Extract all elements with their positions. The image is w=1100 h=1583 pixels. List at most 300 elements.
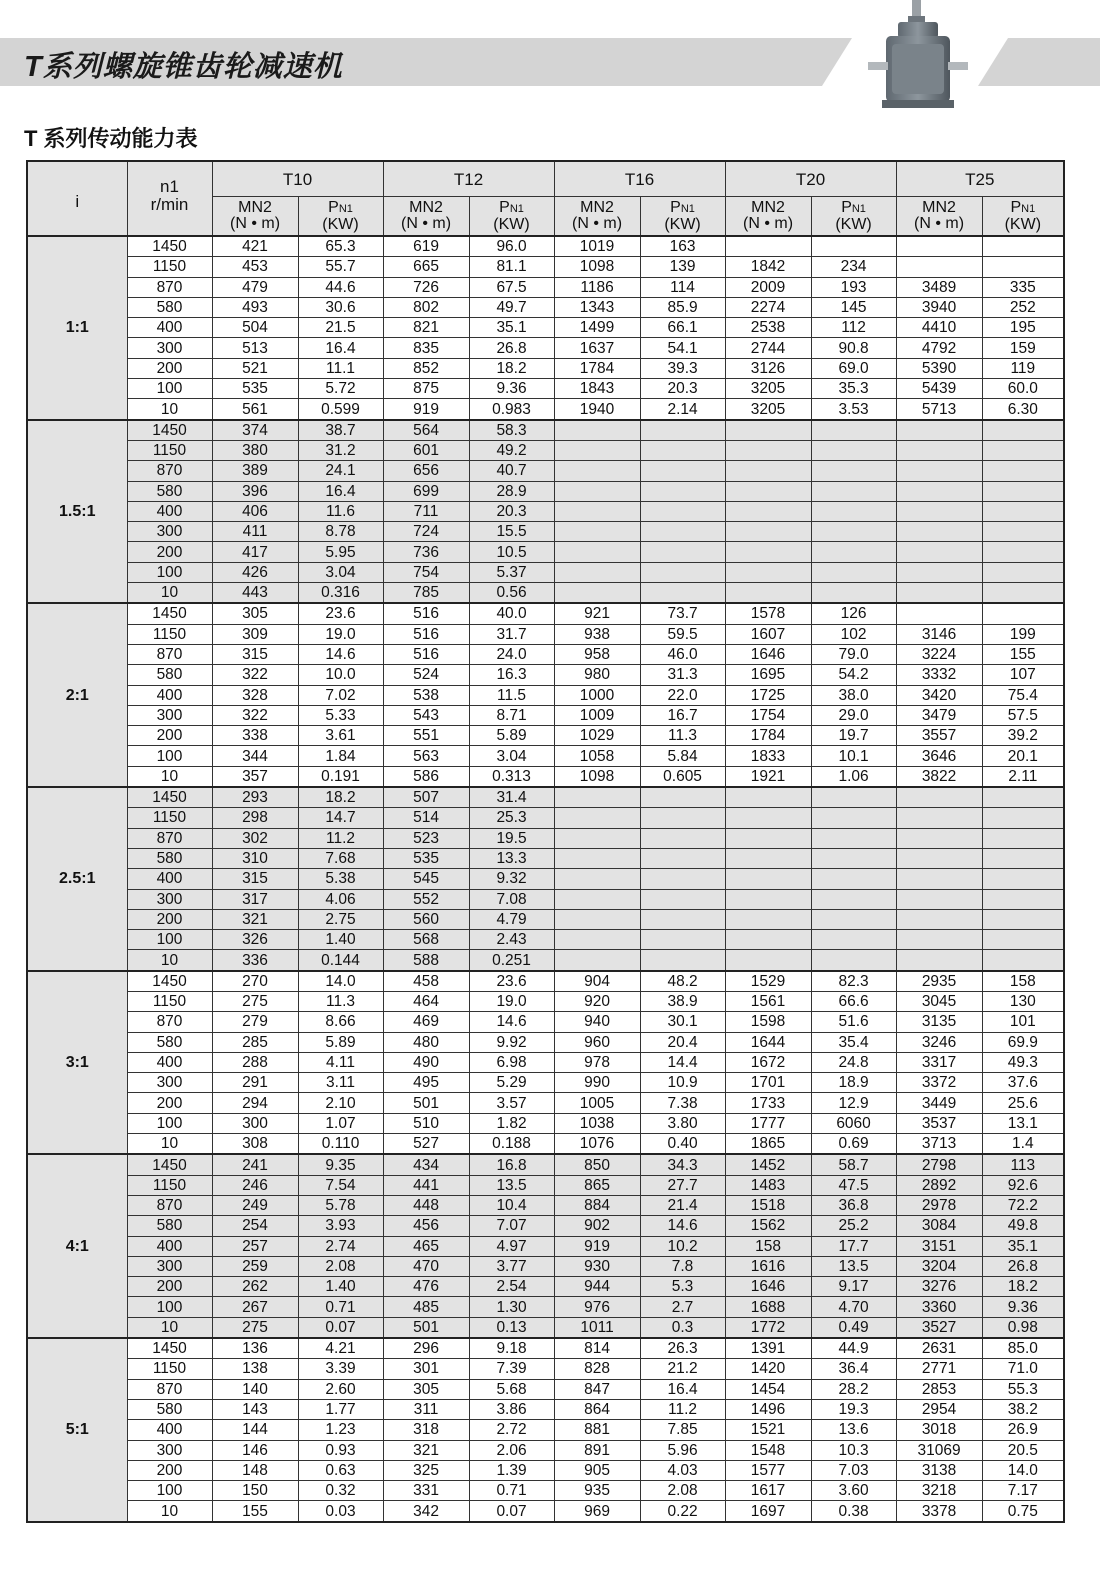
speed-cell: 870 [127, 1012, 212, 1032]
value-cell [896, 542, 982, 562]
value-cell: 1029 [554, 726, 640, 746]
value-cell: 2935 [896, 971, 982, 992]
value-cell: 146 [212, 1440, 298, 1460]
value-cell [982, 257, 1064, 277]
value-cell: 3018 [896, 1420, 982, 1440]
value-cell: 19.3 [811, 1399, 896, 1419]
speed-cell: 580 [127, 1032, 212, 1052]
value-cell: 328 [212, 685, 298, 705]
value-cell: 5.89 [298, 1032, 383, 1052]
speed-cell: 580 [127, 1399, 212, 1419]
value-cell: 1420 [725, 1359, 811, 1379]
header-n1-unit: r/min [150, 195, 189, 214]
table-row [27, 1216, 1064, 1236]
value-cell: 2744 [725, 338, 811, 358]
speed-cell: 10 [127, 1501, 212, 1522]
value-cell: 7.17 [982, 1481, 1064, 1501]
speed-cell: 10 [127, 950, 212, 971]
value-cell: 11.3 [298, 991, 383, 1011]
value-cell [640, 930, 725, 950]
value-cell: 1529 [725, 971, 811, 992]
header-mn2-2 [554, 197, 640, 237]
value-cell: 3713 [896, 1134, 982, 1155]
table-row [27, 991, 1064, 1011]
value-cell: 28.9 [469, 481, 554, 501]
value-cell: 960 [554, 1032, 640, 1052]
value-cell: 0.983 [469, 399, 554, 420]
value-cell: 2631 [896, 1338, 982, 1359]
table-row [27, 1012, 1064, 1032]
value-cell: 2892 [896, 1175, 982, 1195]
value-cell [982, 461, 1064, 481]
value-cell: 23.6 [469, 971, 554, 992]
speed-cell: 200 [127, 358, 212, 378]
value-cell [896, 522, 982, 542]
section-title: T 系列传动能力表 [24, 126, 198, 151]
value-cell: 318 [383, 1420, 469, 1440]
value-cell: 3246 [896, 1032, 982, 1052]
value-cell [896, 481, 982, 501]
value-cell: 14.4 [640, 1052, 725, 1072]
speed-cell: 300 [127, 705, 212, 725]
value-cell: 421 [212, 236, 298, 257]
speed-cell: 1450 [127, 787, 212, 808]
value-cell: 3205 [725, 379, 811, 399]
value-cell: 852 [383, 358, 469, 378]
value-cell: 3317 [896, 1052, 982, 1072]
value-cell: 322 [212, 705, 298, 725]
value-cell: 389 [212, 461, 298, 481]
value-cell [896, 603, 982, 624]
table-row [27, 562, 1064, 582]
value-cell [554, 787, 640, 808]
value-cell: 54.1 [640, 338, 725, 358]
value-cell: 10.9 [640, 1073, 725, 1093]
value-cell: 1548 [725, 1440, 811, 1460]
value-cell [982, 828, 1064, 848]
value-cell: 919 [383, 399, 469, 420]
value-cell: 538 [383, 685, 469, 705]
value-cell: 0.98 [982, 1317, 1064, 1338]
value-cell: 501 [383, 1317, 469, 1338]
speed-cell: 400 [127, 869, 212, 889]
table-row [27, 1317, 1064, 1338]
speed-cell: 400 [127, 318, 212, 338]
ratio-cell: 2.5:1 [27, 787, 127, 971]
value-cell: 3.11 [298, 1073, 383, 1093]
value-cell: 736 [383, 542, 469, 562]
value-cell: 935 [554, 1481, 640, 1501]
speed-cell: 580 [127, 481, 212, 501]
speed-cell: 200 [127, 909, 212, 929]
value-cell: 1098 [554, 766, 640, 787]
value-cell: 21.2 [640, 1359, 725, 1379]
value-cell: 1391 [725, 1338, 811, 1359]
value-cell [896, 909, 982, 929]
value-cell: 19.0 [469, 991, 554, 1011]
header-n1-label: n1 [160, 177, 179, 196]
speed-cell: 580 [127, 1216, 212, 1236]
value-cell: 453 [212, 257, 298, 277]
value-cell: 14.0 [982, 1460, 1064, 1480]
value-cell: 3204 [896, 1256, 982, 1276]
value-cell: 315 [212, 644, 298, 664]
value-cell: 26.8 [469, 338, 554, 358]
value-cell: 1688 [725, 1297, 811, 1317]
table-row [27, 1134, 1064, 1155]
speed-cell: 1150 [127, 1359, 212, 1379]
table-row [27, 1032, 1064, 1052]
value-cell: 262 [212, 1277, 298, 1297]
value-cell: 72.2 [982, 1195, 1064, 1215]
value-cell: 1607 [725, 624, 811, 644]
value-cell [811, 828, 896, 848]
value-cell: 10.5 [469, 542, 554, 562]
value-cell: 3378 [896, 1501, 982, 1522]
value-cell [554, 583, 640, 604]
value-cell [725, 583, 811, 604]
speed-cell: 580 [127, 848, 212, 868]
value-cell: 456 [383, 1216, 469, 1236]
ratio-cell: 3:1 [27, 971, 127, 1155]
value-cell: 85.0 [982, 1338, 1064, 1359]
value-cell: 919 [554, 1236, 640, 1256]
value-cell: 510 [383, 1113, 469, 1133]
value-cell: 1343 [554, 297, 640, 317]
value-cell: 3.04 [469, 746, 554, 766]
value-cell: 18.2 [298, 787, 383, 808]
value-cell: 7.07 [469, 1216, 554, 1236]
pn1-label: P [670, 198, 681, 216]
value-cell: 476 [383, 1277, 469, 1297]
value-cell: 13.3 [469, 848, 554, 868]
value-cell: 3151 [896, 1236, 982, 1256]
ratio-group [27, 1154, 1064, 1338]
value-cell: 535 [212, 379, 298, 399]
table-row [27, 440, 1064, 460]
value-cell [554, 808, 640, 828]
value-cell [640, 869, 725, 889]
value-cell: 18.2 [982, 1277, 1064, 1297]
value-cell: 2798 [896, 1154, 982, 1175]
value-cell: 8.78 [298, 522, 383, 542]
value-cell: 101 [982, 1012, 1064, 1032]
value-cell: 1.84 [298, 746, 383, 766]
value-cell: 2.7 [640, 1297, 725, 1317]
value-cell: 342 [383, 1501, 469, 1522]
value-cell: 802 [383, 297, 469, 317]
pn1-subscript: N1 [509, 202, 524, 215]
table-row [27, 705, 1064, 725]
value-cell [554, 481, 640, 501]
value-cell: 875 [383, 379, 469, 399]
value-cell: 20.1 [982, 746, 1064, 766]
value-cell: 35.3 [811, 379, 896, 399]
value-cell: 891 [554, 1440, 640, 1460]
value-cell: 25.3 [469, 808, 554, 828]
value-cell: 3138 [896, 1460, 982, 1480]
value-cell: 601 [383, 440, 469, 460]
value-cell: 114 [640, 277, 725, 297]
value-cell [811, 869, 896, 889]
value-cell: 322 [212, 665, 298, 685]
header-mn2-1 [383, 197, 469, 237]
value-cell: 380 [212, 440, 298, 460]
value-cell: 495 [383, 1073, 469, 1093]
value-cell: 308 [212, 1134, 298, 1155]
value-cell: 4.70 [811, 1297, 896, 1317]
value-cell: 865 [554, 1175, 640, 1195]
value-cell: 501 [383, 1093, 469, 1113]
value-cell [811, 542, 896, 562]
value-cell: 1058 [554, 746, 640, 766]
value-cell [811, 848, 896, 868]
speed-cell: 300 [127, 889, 212, 909]
value-cell: 516 [383, 624, 469, 644]
value-cell [982, 930, 1064, 950]
value-cell [725, 481, 811, 501]
value-cell: 35.1 [469, 318, 554, 338]
table-row [27, 1093, 1064, 1113]
value-cell [896, 787, 982, 808]
value-cell: 27.7 [640, 1175, 725, 1195]
value-cell: 1.39 [469, 1460, 554, 1480]
value-cell [725, 542, 811, 562]
value-cell [896, 828, 982, 848]
table-row [27, 1338, 1064, 1359]
value-cell: 507 [383, 787, 469, 808]
value-cell [811, 236, 896, 257]
value-cell: 619 [383, 236, 469, 257]
speed-cell: 1450 [127, 236, 212, 257]
value-cell: 338 [212, 726, 298, 746]
value-cell: 1672 [725, 1052, 811, 1072]
value-cell: 2274 [725, 297, 811, 317]
table-row [27, 1379, 1064, 1399]
value-cell: 1.23 [298, 1420, 383, 1440]
table-row [27, 603, 1064, 624]
value-cell: 1499 [554, 318, 640, 338]
value-cell: 1921 [725, 766, 811, 787]
value-cell: 0.599 [298, 399, 383, 420]
value-cell: 2.72 [469, 1420, 554, 1440]
value-cell: 1.07 [298, 1113, 383, 1133]
value-cell: 493 [212, 297, 298, 317]
value-cell [982, 909, 1064, 929]
ratio-group [27, 420, 1064, 604]
value-cell [811, 787, 896, 808]
value-cell: 148 [212, 1460, 298, 1480]
value-cell [640, 808, 725, 828]
table-row [27, 318, 1064, 338]
header-model-t16: T16 [554, 161, 725, 197]
value-cell: 568 [383, 930, 469, 950]
value-cell [982, 440, 1064, 460]
value-cell [640, 848, 725, 868]
value-cell: 480 [383, 1032, 469, 1052]
speed-cell: 300 [127, 522, 212, 542]
value-cell: 1646 [725, 644, 811, 664]
value-cell [811, 950, 896, 971]
value-cell: 2978 [896, 1195, 982, 1215]
value-cell: 0.49 [811, 1317, 896, 1338]
value-cell: 85.9 [640, 297, 725, 317]
value-cell: 5.84 [640, 746, 725, 766]
value-cell: 39.2 [982, 726, 1064, 746]
ratio-group [27, 1338, 1064, 1522]
value-cell: 73.7 [640, 603, 725, 624]
value-cell: 2.06 [469, 1440, 554, 1460]
table-row [27, 1113, 1064, 1133]
table-row [27, 1256, 1064, 1276]
value-cell: 990 [554, 1073, 640, 1093]
value-cell: 0.69 [811, 1134, 896, 1155]
value-cell [554, 542, 640, 562]
value-cell: 527 [383, 1134, 469, 1155]
ratio-group [27, 971, 1064, 1155]
value-cell: 49.3 [982, 1052, 1064, 1072]
speed-cell: 1450 [127, 603, 212, 624]
value-cell: 2.74 [298, 1236, 383, 1256]
pn1-subscript: N1 [680, 202, 695, 215]
value-cell: 241 [212, 1154, 298, 1175]
value-cell: 521 [212, 358, 298, 378]
value-cell: 36.8 [811, 1195, 896, 1215]
value-cell: 656 [383, 461, 469, 481]
value-cell: 7.8 [640, 1256, 725, 1276]
value-cell [554, 950, 640, 971]
value-cell: 726 [383, 277, 469, 297]
value-cell: 1616 [725, 1256, 811, 1276]
value-cell: 2.08 [298, 1256, 383, 1276]
mn2-unit: (N • m) [914, 215, 965, 232]
value-cell: 545 [383, 869, 469, 889]
value-cell: 1038 [554, 1113, 640, 1133]
header-model-t10: T10 [212, 161, 383, 197]
value-cell: 107 [982, 665, 1064, 685]
value-cell: 2.54 [469, 1277, 554, 1297]
value-cell: 155 [212, 1501, 298, 1522]
value-cell: 60.0 [982, 379, 1064, 399]
mn2-unit: (N • m) [229, 215, 281, 232]
value-cell: 814 [554, 1338, 640, 1359]
value-cell: 1646 [725, 1277, 811, 1297]
value-cell: 6.98 [469, 1052, 554, 1072]
speed-cell: 1150 [127, 624, 212, 644]
value-cell: 847 [554, 1379, 640, 1399]
value-cell: 0.38 [811, 1501, 896, 1522]
table-row [27, 277, 1064, 297]
value-cell: 59.5 [640, 624, 725, 644]
value-cell: 8.66 [298, 1012, 383, 1032]
value-cell: 1777 [725, 1113, 811, 1133]
speed-cell: 10 [127, 1317, 212, 1338]
value-cell: 47.5 [811, 1175, 896, 1195]
value-cell: 930 [554, 1256, 640, 1276]
table-row [27, 624, 1064, 644]
value-cell: 464 [383, 991, 469, 1011]
value-cell: 13.5 [469, 1175, 554, 1195]
value-cell [982, 522, 1064, 542]
value-cell: 3537 [896, 1113, 982, 1133]
table-row [27, 909, 1064, 929]
table-row [27, 379, 1064, 399]
value-cell: 2853 [896, 1379, 982, 1399]
table-row [27, 665, 1064, 685]
value-cell: 55.7 [298, 257, 383, 277]
speed-cell: 200 [127, 726, 212, 746]
value-cell: 24.1 [298, 461, 383, 481]
value-cell: 305 [212, 603, 298, 624]
value-cell: 325 [383, 1460, 469, 1480]
value-cell: 504 [212, 318, 298, 338]
value-cell [982, 603, 1064, 624]
value-cell [725, 787, 811, 808]
value-cell: 5.38 [298, 869, 383, 889]
mn2-unit: (N • m) [743, 215, 794, 232]
value-cell [896, 889, 982, 909]
value-cell [640, 501, 725, 521]
value-cell: 560 [383, 909, 469, 929]
value-cell [640, 522, 725, 542]
value-cell: 3.60 [811, 1481, 896, 1501]
value-cell: 7.39 [469, 1359, 554, 1379]
value-cell: 49.2 [469, 440, 554, 460]
value-cell: 940 [554, 1012, 640, 1032]
value-cell: 1009 [554, 705, 640, 725]
speed-cell: 10 [127, 1134, 212, 1155]
value-cell: 2.11 [982, 766, 1064, 787]
value-cell: 29.0 [811, 705, 896, 725]
value-cell: 3.61 [298, 726, 383, 746]
value-cell: 3940 [896, 297, 982, 317]
value-cell: 96.0 [469, 236, 554, 257]
value-cell: 5.95 [298, 542, 383, 562]
value-cell: 11.3 [640, 726, 725, 746]
table-row [27, 950, 1064, 971]
value-cell: 884 [554, 1195, 640, 1215]
value-cell [554, 848, 640, 868]
value-cell: 10.3 [811, 1440, 896, 1460]
header-mn2-4 [896, 197, 982, 237]
table-row [27, 1420, 1064, 1440]
value-cell: 249 [212, 1195, 298, 1215]
speed-cell: 1150 [127, 440, 212, 460]
value-cell: 21.4 [640, 1195, 725, 1215]
value-cell: 1617 [725, 1481, 811, 1501]
value-cell: 524 [383, 665, 469, 685]
value-cell: 144 [212, 1420, 298, 1440]
value-cell: 11.5 [469, 685, 554, 705]
value-cell: 938 [554, 624, 640, 644]
value-cell: 535 [383, 848, 469, 868]
value-cell [554, 440, 640, 460]
value-cell: 321 [383, 1440, 469, 1460]
value-cell: 38.0 [811, 685, 896, 705]
speed-cell: 200 [127, 1460, 212, 1480]
value-cell: 19.5 [469, 828, 554, 848]
value-cell: 3045 [896, 991, 982, 1011]
value-cell [725, 950, 811, 971]
value-cell: 523 [383, 828, 469, 848]
value-cell: 1695 [725, 665, 811, 685]
speed-cell: 400 [127, 685, 212, 705]
value-cell: 9.92 [469, 1032, 554, 1052]
ratio-group [27, 787, 1064, 971]
value-cell: 25.6 [982, 1093, 1064, 1113]
table-row [27, 297, 1064, 317]
ratio-cell: 5:1 [27, 1338, 127, 1522]
